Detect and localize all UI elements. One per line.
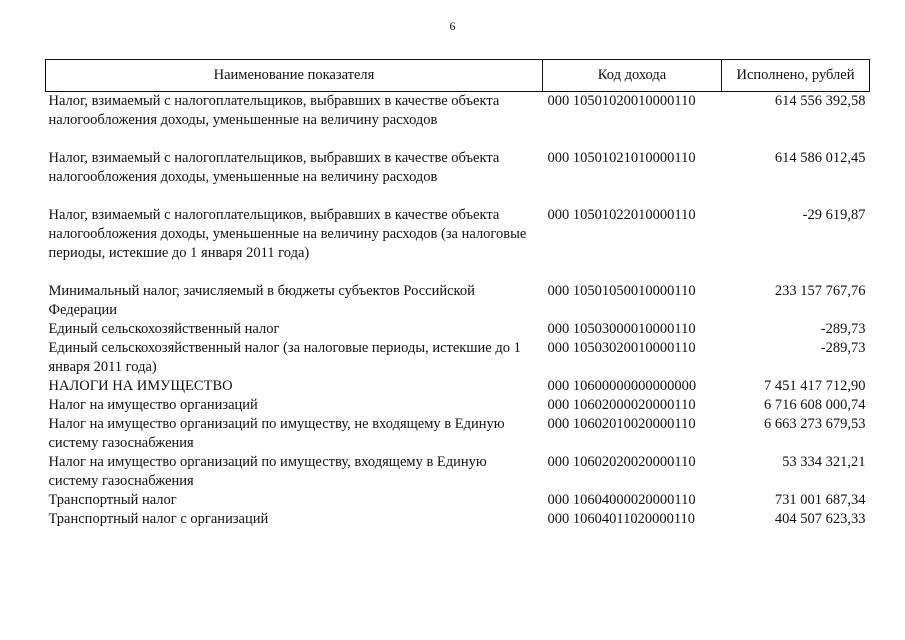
row-income-code: 000 10501022010000110: [547, 207, 696, 223]
table-row: [46, 396, 870, 415]
row-income-code: 000 10604011020000110: [547, 511, 696, 527]
row-indicator-name: Транспортный налог с организаций: [48, 511, 269, 527]
table-row: [46, 92, 870, 131]
row-income-code: 000 10501020010000110: [547, 93, 696, 109]
row-income-code: 000 10602000020000110: [547, 397, 696, 413]
page-number: 6: [449, 19, 456, 33]
row-income-code: 000 10503000010000110: [547, 321, 696, 337]
row-executed-amount: 6 716 608 000,74: [764, 397, 866, 413]
row-indicator-name: Налог на имущество организаций: [48, 397, 258, 413]
row-indicator-name: Налог на имущество организаций по имуществу, входящему в Единую систему газоснабжения: [48, 454, 487, 489]
table-row: [46, 320, 870, 339]
row-indicator-name: НАЛОГИ НА ИМУЩЕСТВО: [48, 378, 233, 394]
table-row: [46, 206, 870, 263]
table-row: [46, 491, 870, 510]
table-header-row: [46, 60, 870, 92]
row-indicator-name: Транспортный налог: [48, 492, 177, 508]
row-executed-amount: 53 334 321,21: [782, 454, 866, 470]
row-income-code: 000 10503020010000110: [547, 340, 696, 356]
row-indicator-name: Налог, взимаемый с налогоплательщиков, выбравших в качестве объекта налогообложения доходы, уменьшенные на величину расходов (за налоговые периоды, истекшие до 1 января 2011 года): [48, 207, 527, 261]
row-indicator-name: Налог, взимаемый с налогоплательщиков, выбравших в качестве объекта налогообложения доходы, уменьшенные на величину расходов: [48, 93, 500, 128]
row-executed-amount: 614 556 392,58: [774, 93, 866, 109]
row-income-code: 000 10602010020000110: [547, 416, 696, 432]
header-indicator-name: Наименование показателя: [46, 60, 543, 92]
row-spacer: [46, 187, 870, 206]
table-row: [46, 510, 870, 529]
row-executed-amount: -289,73: [820, 321, 866, 337]
row-indicator-name: Налог, взимаемый с налогоплательщиков, выбравших в качестве объекта налогообложения доходы, уменьшенные на величину расходов: [48, 150, 500, 185]
row-income-code: 000 10604000020000110: [547, 492, 696, 508]
row-indicator-name: Единый сельскохозяйственный налог (за налоговые периоды, истекшие до 1 января 2011 года): [48, 340, 521, 375]
row-executed-amount: 731 001 687,34: [774, 492, 866, 508]
row-spacer: [46, 130, 870, 149]
row-income-code: 000 10602020020000110: [547, 454, 696, 470]
row-spacer: [46, 263, 870, 282]
table-row: [46, 377, 870, 396]
table-row: [46, 415, 870, 453]
row-executed-amount: 7 451 417 712,90: [764, 378, 866, 394]
row-income-code: 000 10600000000000000: [547, 378, 697, 394]
row-indicator-name: Единый сельскохозяйственный налог: [48, 321, 280, 337]
row-executed-amount: -29 619,87: [802, 207, 866, 223]
row-income-code: 000 10501050010000110: [547, 283, 696, 299]
header-income-code: Код дохода: [543, 60, 722, 92]
header-executed-amount: Исполнено, рублей: [722, 60, 870, 92]
table-row: [46, 282, 870, 320]
row-income-code: 000 10501021010000110: [547, 150, 696, 166]
row-indicator-name: Минимальный налог, зачисляемый в бюджеты субъектов Российской Федерации: [48, 283, 475, 318]
table-row: [46, 453, 870, 491]
revenue-table: [45, 59, 870, 529]
table-row: [46, 339, 870, 377]
row-executed-amount: 614 586 012,45: [774, 150, 866, 166]
row-executed-amount: 404 507 623,33: [774, 511, 866, 527]
row-indicator-name: Налог на имущество организаций по имуществу, не входящему в Единую систему газоснабжения: [48, 416, 505, 451]
row-executed-amount: 233 157 767,76: [774, 283, 866, 299]
table-row: [46, 149, 870, 187]
row-executed-amount: 6 663 273 679,53: [764, 416, 866, 432]
row-executed-amount: -289,73: [820, 340, 866, 356]
